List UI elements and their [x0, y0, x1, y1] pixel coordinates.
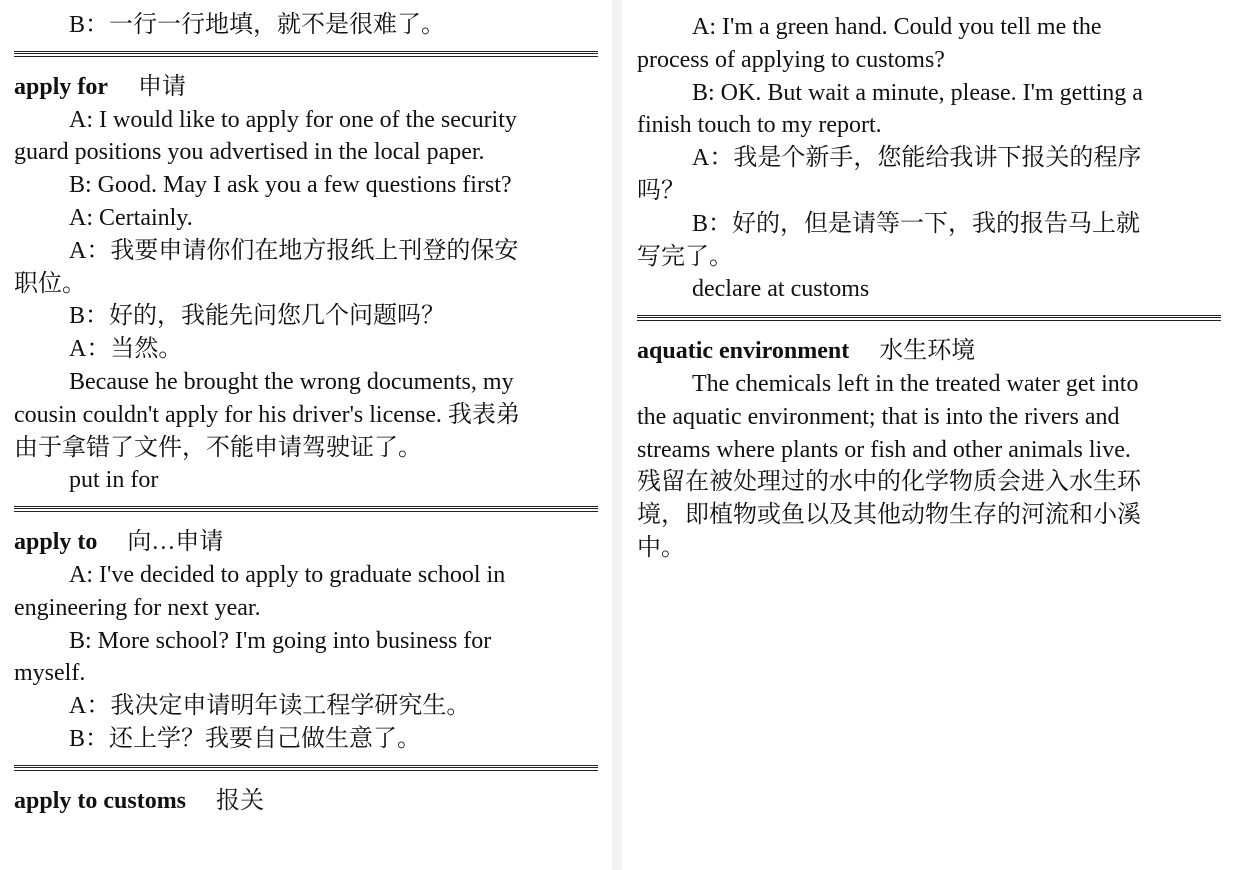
- text-line: process of applying to customs?: [637, 46, 945, 73]
- text-line: B：好的，我能先问您几个问题吗？: [69, 303, 446, 330]
- entry-divider: [14, 506, 598, 512]
- text-line: B：还上学？我要自己做生意了。: [69, 725, 422, 752]
- entry-divider: [14, 765, 598, 771]
- text-line: A: Certainly.: [69, 204, 193, 231]
- text-line: A：我要申请你们在地方报纸上刊登的保安: [69, 237, 519, 264]
- text-line: A: I'm a green hand. Could you tell me the: [692, 14, 1102, 40]
- text-line: 中。: [637, 534, 685, 561]
- text-line: 残留在被处理过的水中的化学物质会进入水生环: [637, 469, 1141, 496]
- entry-meaning: 报关: [216, 787, 265, 814]
- right-page: [622, 0, 1233, 870]
- entry-body-apply-to: [14, 559, 598, 756]
- text-line: B: Good. May I ask you a few questions first?: [69, 172, 512, 199]
- entry-term: apply for: [14, 73, 109, 100]
- text-line: B: More school? I'm going into business for: [69, 627, 492, 654]
- entry-term: aquatic environment: [637, 338, 850, 365]
- text-line: put in for: [69, 467, 159, 494]
- entry-divider: [14, 51, 598, 57]
- entry-heading-aquatic-environment: [637, 335, 1221, 368]
- text-line: guard positions you advertised in the local paper.: [14, 139, 485, 166]
- entry-term: apply to: [14, 529, 98, 556]
- text-line: engineering for next year.: [14, 594, 261, 621]
- text-line: A：当然。: [69, 336, 183, 363]
- text-line: finish touch to my report.: [637, 112, 882, 139]
- entry-body-apply-for: [14, 104, 598, 498]
- entry-meaning: 申请: [138, 73, 187, 100]
- text-line: A：我是个新手，您能给我讲下报关的程序: [692, 145, 1142, 172]
- text-line: myself.: [14, 660, 86, 687]
- text-line: 写完了。: [637, 243, 733, 270]
- text-line: B: OK. But wait a minute, please. I'm getting a: [692, 79, 1143, 106]
- text-line: A: I've decided to apply to graduate school in: [69, 561, 506, 588]
- text-line: A：我决定申请明年读工程学研究生。: [69, 693, 471, 720]
- entry-heading-apply-to-customs: [14, 785, 598, 818]
- entry-body-apply-to-customs: [637, 11, 1221, 306]
- text-line: 吗？: [637, 177, 685, 204]
- right-column: [637, 0, 1221, 565]
- entry-heading-apply-for: [14, 71, 598, 104]
- entry-meaning: 向…申请: [127, 529, 224, 556]
- text-line: streams where plants or fish and other animals live.: [637, 436, 1131, 463]
- text-line: B：好的，但是请等一下，我的报告马上就: [692, 210, 1141, 237]
- continued-line: B：一行一行地填，就不是很难了。: [69, 12, 446, 38]
- text-line: declare at customs: [692, 276, 870, 303]
- text-line: 职位。: [14, 270, 86, 297]
- entry-heading-apply-to: [14, 526, 598, 559]
- text-line: The chemicals left in the treated water get into: [692, 370, 1139, 397]
- text-line: A: I would like to apply for one of the security: [69, 106, 517, 133]
- text-line: 由于拿错了文件，不能申请驾驶证了。: [14, 434, 422, 461]
- entry-divider: [637, 315, 1221, 321]
- left-column: [14, 0, 598, 818]
- entry-body-aquatic-environment: [637, 368, 1221, 565]
- text-line: the aquatic environment; that is into the rivers and: [637, 403, 1120, 430]
- text-line: 境，即植物或鱼以及其他动物生存的河流和小溪: [637, 502, 1141, 529]
- entry-meaning: 水生环境: [879, 338, 976, 365]
- text-line: cousin couldn't apply for his driver's license. 我表弟: [14, 401, 520, 428]
- entry-term: apply to customs: [14, 787, 187, 814]
- text-line: Because he brought the wrong documents, my: [69, 368, 514, 395]
- left-page: [0, 0, 612, 870]
